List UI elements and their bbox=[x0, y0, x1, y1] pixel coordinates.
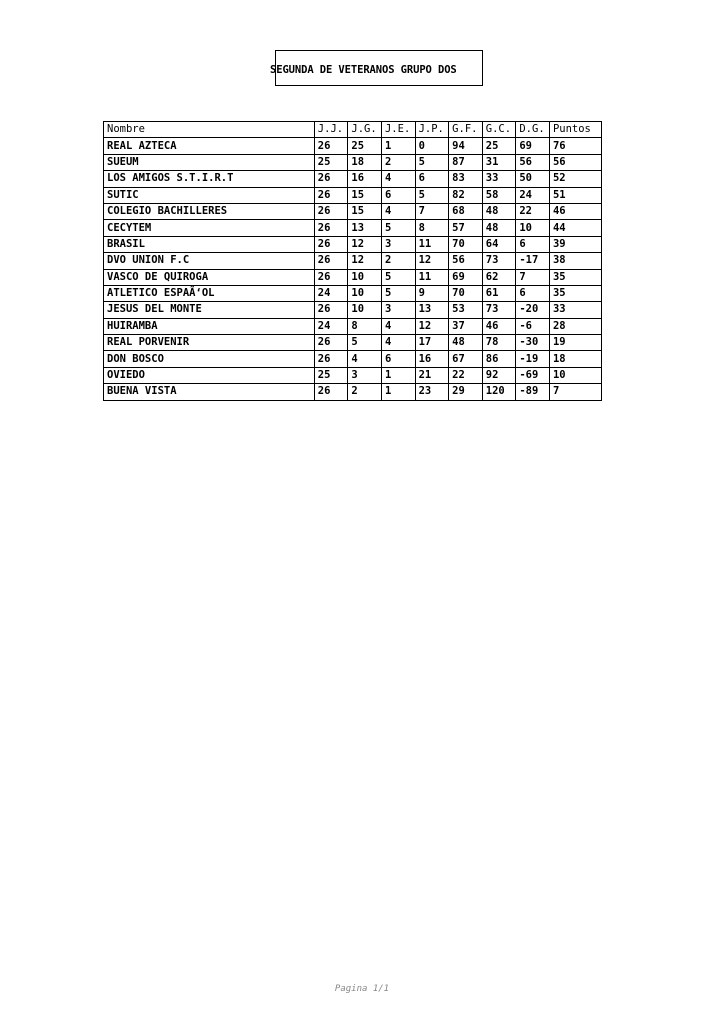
cell-gf: 22 bbox=[449, 367, 483, 383]
table-row bbox=[104, 236, 602, 252]
page-title: SEGUNDA DE VETERANOS GRUPO DOS bbox=[270, 64, 457, 76]
cell-jg: 10 bbox=[348, 302, 382, 318]
header-nombre: Nombre bbox=[104, 122, 315, 138]
table-row bbox=[104, 220, 602, 236]
cell-puntos: 35 bbox=[549, 269, 601, 285]
cell-jj: 26 bbox=[314, 384, 348, 400]
cell-jg: 15 bbox=[348, 187, 382, 203]
cell-jj: 26 bbox=[314, 351, 348, 367]
cell-gc: 48 bbox=[482, 203, 516, 219]
cell-dg: -30 bbox=[516, 335, 550, 351]
cell-je: 4 bbox=[381, 203, 415, 219]
header-jj: J.J. bbox=[314, 122, 348, 138]
cell-nombre: SUEUM bbox=[104, 154, 315, 170]
cell-nombre: ATLETICO ESPAÃ‘OL bbox=[104, 285, 315, 301]
cell-jj: 24 bbox=[314, 318, 348, 334]
cell-gc: 61 bbox=[482, 285, 516, 301]
cell-gc: 46 bbox=[482, 318, 516, 334]
cell-gc: 92 bbox=[482, 367, 516, 383]
cell-dg: 56 bbox=[516, 154, 550, 170]
cell-jj: 26 bbox=[314, 187, 348, 203]
cell-jg: 4 bbox=[348, 351, 382, 367]
cell-puntos: 38 bbox=[549, 253, 601, 269]
cell-je: 6 bbox=[381, 187, 415, 203]
cell-jj: 26 bbox=[314, 138, 348, 154]
cell-dg: -89 bbox=[516, 384, 550, 400]
cell-gf: 70 bbox=[449, 236, 483, 252]
cell-dg: 7 bbox=[516, 269, 550, 285]
cell-nombre: BRASIL bbox=[104, 236, 315, 252]
cell-jp: 12 bbox=[415, 318, 449, 334]
cell-jj: 26 bbox=[314, 253, 348, 269]
cell-puntos: 19 bbox=[549, 335, 601, 351]
cell-je: 5 bbox=[381, 220, 415, 236]
cell-gc: 58 bbox=[482, 187, 516, 203]
cell-gf: 68 bbox=[449, 203, 483, 219]
cell-puntos: 51 bbox=[549, 187, 601, 203]
cell-jj: 26 bbox=[314, 302, 348, 318]
cell-jj: 26 bbox=[314, 335, 348, 351]
cell-dg: -69 bbox=[516, 367, 550, 383]
cell-jp: 6 bbox=[415, 171, 449, 187]
cell-nombre: CECYTEM bbox=[104, 220, 315, 236]
cell-je: 1 bbox=[381, 367, 415, 383]
cell-jj: 26 bbox=[314, 236, 348, 252]
cell-jp: 11 bbox=[415, 236, 449, 252]
cell-je: 3 bbox=[381, 236, 415, 252]
cell-dg: 50 bbox=[516, 171, 550, 187]
cell-jp: 8 bbox=[415, 220, 449, 236]
cell-jg: 5 bbox=[348, 335, 382, 351]
cell-gc: 78 bbox=[482, 335, 516, 351]
cell-gc: 48 bbox=[482, 220, 516, 236]
cell-puntos: 46 bbox=[549, 203, 601, 219]
header-dg: D.G. bbox=[516, 122, 550, 138]
cell-jj: 26 bbox=[314, 171, 348, 187]
cell-gc: 86 bbox=[482, 351, 516, 367]
cell-je: 2 bbox=[381, 253, 415, 269]
cell-nombre: REAL PORVENIR bbox=[104, 335, 315, 351]
cell-gc: 31 bbox=[482, 154, 516, 170]
table-row bbox=[104, 187, 602, 203]
cell-je: 6 bbox=[381, 351, 415, 367]
page-footer: Pagina 1/1 bbox=[334, 984, 390, 994]
cell-je: 5 bbox=[381, 269, 415, 285]
cell-jp: 16 bbox=[415, 351, 449, 367]
header-gf: G.F. bbox=[449, 122, 483, 138]
cell-jg: 13 bbox=[348, 220, 382, 236]
cell-jp: 5 bbox=[415, 187, 449, 203]
cell-gf: 70 bbox=[449, 285, 483, 301]
cell-puntos: 39 bbox=[549, 236, 601, 252]
cell-puntos: 7 bbox=[549, 384, 601, 400]
cell-jp: 21 bbox=[415, 367, 449, 383]
cell-jg: 8 bbox=[348, 318, 382, 334]
cell-gc: 73 bbox=[482, 253, 516, 269]
cell-jp: 13 bbox=[415, 302, 449, 318]
cell-nombre: VASCO DE QUIROGA bbox=[104, 269, 315, 285]
cell-jg: 16 bbox=[348, 171, 382, 187]
header-je: J.E. bbox=[381, 122, 415, 138]
table-row bbox=[104, 384, 602, 400]
cell-puntos: 76 bbox=[549, 138, 601, 154]
cell-gf: 83 bbox=[449, 171, 483, 187]
cell-gf: 69 bbox=[449, 269, 483, 285]
cell-nombre: DVO UNION F.C bbox=[104, 253, 315, 269]
table-row bbox=[104, 335, 602, 351]
header-jg: J.G. bbox=[348, 122, 382, 138]
cell-je: 4 bbox=[381, 318, 415, 334]
cell-dg: -6 bbox=[516, 318, 550, 334]
cell-jg: 10 bbox=[348, 269, 382, 285]
cell-jp: 17 bbox=[415, 335, 449, 351]
cell-nombre: SUTIC bbox=[104, 187, 315, 203]
cell-jj: 26 bbox=[314, 203, 348, 219]
cell-dg: 69 bbox=[516, 138, 550, 154]
cell-jj: 26 bbox=[314, 220, 348, 236]
cell-puntos: 56 bbox=[549, 154, 601, 170]
cell-nombre: REAL AZTECA bbox=[104, 138, 315, 154]
cell-dg: 24 bbox=[516, 187, 550, 203]
cell-gc: 25 bbox=[482, 138, 516, 154]
cell-gf: 48 bbox=[449, 335, 483, 351]
cell-jp: 23 bbox=[415, 384, 449, 400]
cell-jj: 26 bbox=[314, 269, 348, 285]
cell-puntos: 10 bbox=[549, 367, 601, 383]
table-row bbox=[104, 171, 602, 187]
cell-dg: -17 bbox=[516, 253, 550, 269]
cell-puntos: 28 bbox=[549, 318, 601, 334]
cell-puntos: 33 bbox=[549, 302, 601, 318]
table-row bbox=[104, 318, 602, 334]
cell-puntos: 44 bbox=[549, 220, 601, 236]
cell-gf: 53 bbox=[449, 302, 483, 318]
cell-jp: 0 bbox=[415, 138, 449, 154]
cell-je: 3 bbox=[381, 302, 415, 318]
cell-jg: 3 bbox=[348, 367, 382, 383]
cell-jg: 12 bbox=[348, 253, 382, 269]
cell-jg: 2 bbox=[348, 384, 382, 400]
table-row bbox=[104, 269, 602, 285]
cell-gc: 73 bbox=[482, 302, 516, 318]
cell-gf: 82 bbox=[449, 187, 483, 203]
cell-jg: 15 bbox=[348, 203, 382, 219]
header-puntos: Puntos bbox=[549, 122, 601, 138]
cell-nombre: JESUS DEL MONTE bbox=[104, 302, 315, 318]
cell-jg: 12 bbox=[348, 236, 382, 252]
cell-gc: 120 bbox=[482, 384, 516, 400]
cell-jg: 18 bbox=[348, 154, 382, 170]
table-row bbox=[104, 367, 602, 383]
cell-puntos: 35 bbox=[549, 285, 601, 301]
cell-dg: 22 bbox=[516, 203, 550, 219]
cell-puntos: 18 bbox=[549, 351, 601, 367]
cell-dg: 10 bbox=[516, 220, 550, 236]
standings-table bbox=[103, 121, 602, 401]
cell-nombre: HUIRAMBA bbox=[104, 318, 315, 334]
table-row bbox=[104, 253, 602, 269]
cell-jp: 11 bbox=[415, 269, 449, 285]
table-row bbox=[104, 302, 602, 318]
table-header-row bbox=[104, 122, 602, 138]
cell-je: 4 bbox=[381, 335, 415, 351]
table-row bbox=[104, 203, 602, 219]
table-row bbox=[104, 138, 602, 154]
cell-je: 2 bbox=[381, 154, 415, 170]
cell-je: 1 bbox=[381, 384, 415, 400]
cell-jp: 5 bbox=[415, 154, 449, 170]
header-gc: G.C. bbox=[482, 122, 516, 138]
cell-nombre: COLEGIO BACHILLERES bbox=[104, 203, 315, 219]
cell-dg: 6 bbox=[516, 236, 550, 252]
cell-gf: 67 bbox=[449, 351, 483, 367]
cell-jp: 12 bbox=[415, 253, 449, 269]
cell-jg: 25 bbox=[348, 138, 382, 154]
cell-jp: 7 bbox=[415, 203, 449, 219]
table-row bbox=[104, 154, 602, 170]
cell-gc: 33 bbox=[482, 171, 516, 187]
cell-puntos: 52 bbox=[549, 171, 601, 187]
cell-je: 4 bbox=[381, 171, 415, 187]
cell-jj: 25 bbox=[314, 154, 348, 170]
table-row bbox=[104, 285, 602, 301]
cell-je: 1 bbox=[381, 138, 415, 154]
cell-nombre: LOS AMIGOS S.T.I.R.T bbox=[104, 171, 315, 187]
cell-gf: 94 bbox=[449, 138, 483, 154]
cell-nombre: OVIEDO bbox=[104, 367, 315, 383]
cell-je: 5 bbox=[381, 285, 415, 301]
cell-gf: 87 bbox=[449, 154, 483, 170]
cell-gf: 37 bbox=[449, 318, 483, 334]
cell-gf: 57 bbox=[449, 220, 483, 236]
cell-nombre: BUENA VISTA bbox=[104, 384, 315, 400]
cell-gc: 62 bbox=[482, 269, 516, 285]
cell-gf: 29 bbox=[449, 384, 483, 400]
cell-jj: 24 bbox=[314, 285, 348, 301]
cell-jj: 25 bbox=[314, 367, 348, 383]
cell-jg: 10 bbox=[348, 285, 382, 301]
cell-dg: -20 bbox=[516, 302, 550, 318]
cell-gf: 56 bbox=[449, 253, 483, 269]
cell-dg: 6 bbox=[516, 285, 550, 301]
cell-gc: 64 bbox=[482, 236, 516, 252]
cell-dg: -19 bbox=[516, 351, 550, 367]
table-row bbox=[104, 351, 602, 367]
cell-nombre: DON BOSCO bbox=[104, 351, 315, 367]
cell-jp: 9 bbox=[415, 285, 449, 301]
header-jp: J.P. bbox=[415, 122, 449, 138]
